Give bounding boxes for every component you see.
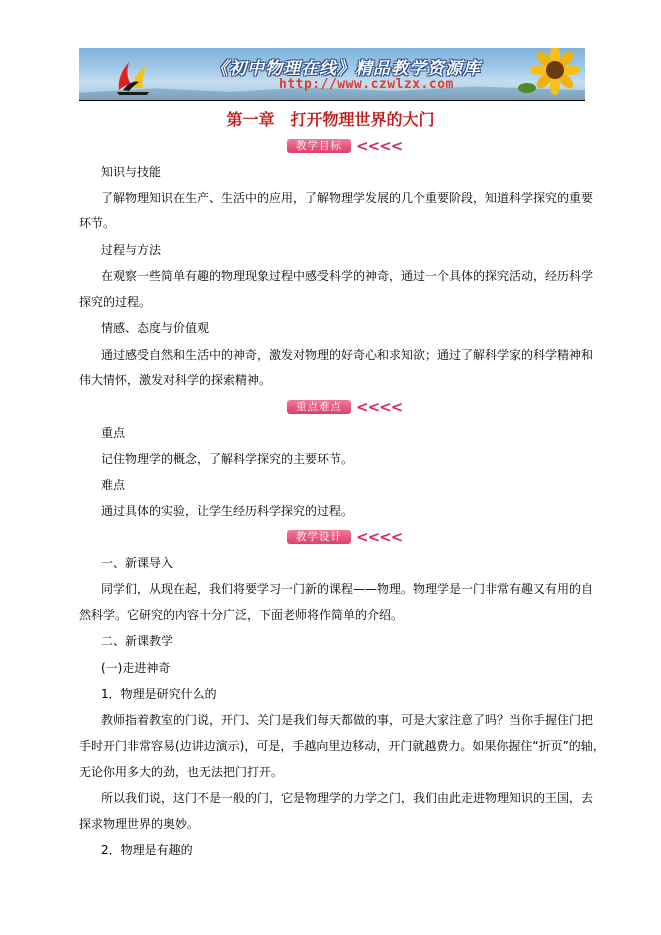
keypoints-heading-key: 重点 [101, 426, 126, 440]
goals-paragraph-line: 伟大情怀，激发对科学的探索精神。 [79, 373, 272, 387]
goals-paragraph-line: 了解物理知识在生产、生活中的应用，了解物理学发展的几个重要阶段，知道科学探究的重要 [101, 191, 594, 205]
section-label-goals: 教学目标 [287, 139, 351, 153]
section-label-design: 教学设计 [287, 530, 351, 544]
design-heading-what: 1．物理是研究什么的 [101, 687, 217, 701]
goals-paragraph-line: 环节。 [79, 216, 116, 230]
chevron-left-icon: <<<< [356, 137, 403, 155]
design-paragraph-line: 无论你用多大的劲，也无法把门打开。 [79, 765, 284, 779]
banner-title: 《初中物理在线》精品教学资源库 [211, 59, 481, 79]
goals-paragraph-line: 在观察一些简单有趣的物理现象过程中感受科学的神奇，通过一个具体的探究活动，经历科学 [101, 269, 594, 283]
keypoints-heading-difficult: 难点 [101, 478, 126, 492]
keypoints-paragraph: 记住物理学的概念，了解科学探究的主要环节。 [101, 452, 354, 466]
design-heading-wonder: (一)走进神奇 [101, 661, 171, 675]
goals-heading-knowledge: 知识与技能 [101, 165, 162, 179]
design-heading-fun: 2．物理是有趣的 [101, 843, 193, 857]
chevron-left-icon: <<<< [356, 398, 403, 416]
header-banner [79, 48, 585, 100]
design-paragraph-line: 同学们，从现在起，我们将要学习一门新的课程——物理。物理学是一门非常有趣又有用的自 [101, 582, 594, 596]
section-header-design [287, 529, 402, 545]
banner-url: http://www.czwlzx.com [279, 77, 454, 92]
header-rule [79, 100, 585, 101]
section-header-goals [287, 138, 402, 154]
goals-heading-attitude: 情感、态度与价值观 [101, 321, 210, 335]
design-paragraph-line: 探求物理世界的奥妙。 [79, 817, 200, 831]
design-paragraph-line: 手时开门非常容易(边讲边演示)，可是，手越向里边移动，开门就越费力。如果你握住“折页”的轴， [79, 739, 605, 753]
sunflower-icon [515, 48, 581, 100]
design-paragraph-line: 所以我们说，这门不是一般的门，它是物理学的力学之门，我们由此走进物理知识的王国，去 [101, 791, 594, 805]
design-heading-teaching: 二、新课教学 [101, 634, 174, 648]
design-paragraph-line: 教师指着教室的门说，开门、关门是我们每天都做的事，可是大家注意了吗？当你手握住门把 [101, 713, 594, 727]
section-label-keypoints: 重点难点 [287, 400, 351, 414]
goals-paragraph-line: 探究的过程。 [79, 295, 152, 309]
section-header-keypoints [287, 399, 402, 415]
design-paragraph-line: 然科学。它研究的内容十分广泛，下面老师将作简单的介绍。 [79, 608, 404, 622]
chevron-left-icon: <<<< [356, 528, 403, 546]
design-heading-intro: 一、新课导入 [101, 556, 174, 570]
chapter-title: 第一章 打开物理世界的大门 [226, 110, 435, 129]
site-logo-icon [113, 54, 153, 96]
keypoints-paragraph: 通过具体的实验，让学生经历科学探究的过程。 [101, 504, 354, 518]
goals-heading-process: 过程与方法 [101, 243, 162, 257]
goals-paragraph-line: 通过感受自然和生活中的神奇，激发对物理的好奇心和求知欲；通过了解科学家的科学精神和 [101, 348, 594, 362]
